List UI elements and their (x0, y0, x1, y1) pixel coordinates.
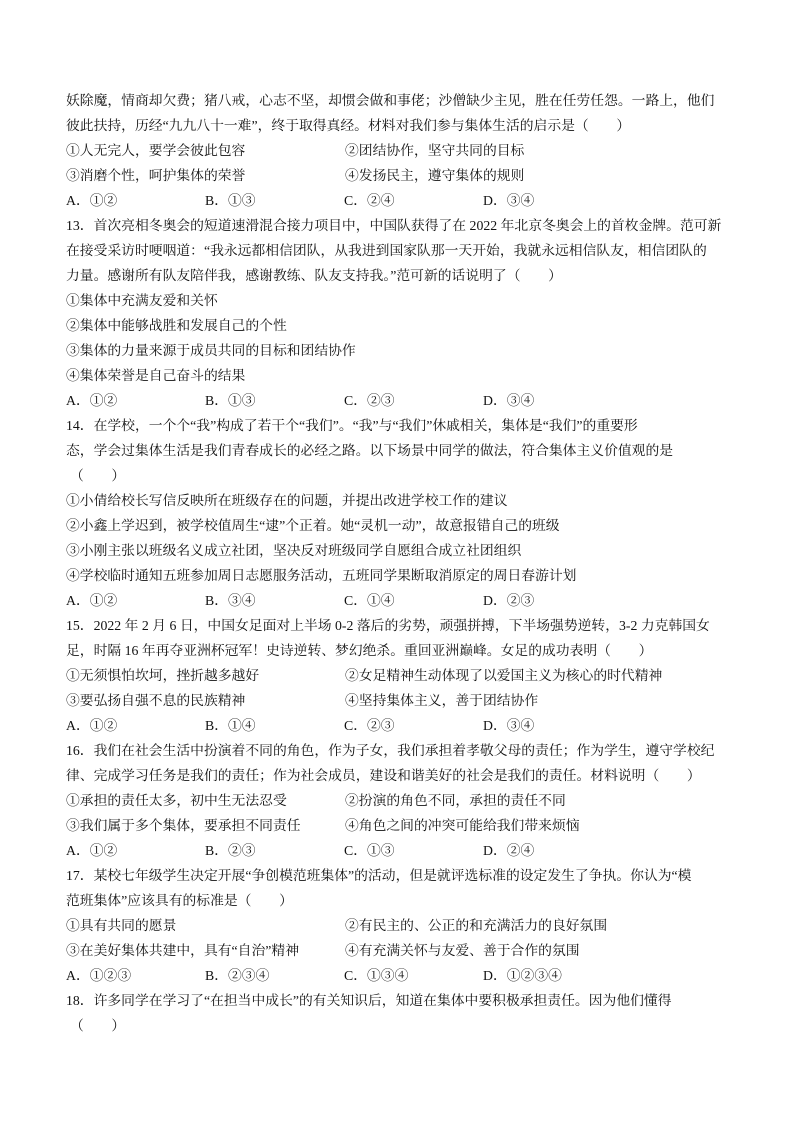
question-stem-line: 态，学会过集体生活是我们青春成长的必经之路。以下场景中同学的做法，符合集体主义价值观的是 (66, 443, 674, 458)
question-stem-line: 15．2022 年 2 月 6 日，中国女足面对上半场 0-2 落后的劣势，顽强拼搏，下半场强势逆转，3-2 力克韩国女 (66, 618, 710, 633)
page-content (66, 88, 736, 1038)
option-row (66, 138, 736, 163)
question-12-continued (66, 88, 736, 213)
option-row (66, 688, 736, 713)
option-item: ④有充满关怀与友爱、善于合作的氛围 (345, 943, 580, 958)
answer-blank: （ ） (70, 468, 126, 483)
answer-choice-b: B．①③ (205, 193, 256, 208)
answer-choice-a: A．①②③ (66, 968, 132, 983)
question-14 (66, 413, 736, 613)
question-stem-line: 在接受采访时哽咽道：“我永远都相信团队，从我进到国家队那一天开始，我就永远相信队友，相信团队的 (66, 243, 707, 258)
option-item: ④学校临时通知五班参加周日志愿服务活动，五班同学果断取消原定的周日春游计划 (66, 568, 577, 583)
option-item: ①无须惧怕坎坷，挫折越多越好 (66, 668, 260, 683)
option-item: ④角色之间的冲突可能给我们带来烦恼 (345, 818, 580, 833)
option-row (66, 163, 736, 188)
answer-choice-c: C．①④ (344, 593, 395, 608)
answer-choice-a: A．①② (66, 718, 118, 733)
option-item: ②女足精神生动体现了以爱国主义为核心的时代精神 (345, 668, 663, 683)
question-stem-line: 律、完成学习任务是我们的责任；作为社会成员，建设和谐美好的社会是我们的责任。材料说明（ ） (66, 768, 701, 783)
option-row (66, 663, 736, 688)
option-item: ②集体中能够战胜和发展自己的个性 (66, 318, 287, 333)
answer-choice-c: C．①③ (344, 843, 395, 858)
option-item: ①集体中充满友爱和关怀 (66, 293, 218, 308)
answer-choice-d: D．③④ (483, 393, 535, 408)
answer-choices (66, 388, 736, 413)
question-stem-line: 足，时隔 16 年再夺亚洲杯冠军！史诗逆转、梦幻绝杀。重回亚洲巅峰。女足的成功表明（ ） (66, 643, 653, 658)
answer-choice-a: A．①② (66, 193, 118, 208)
option-item: ④坚持集体主义，善于团结协作 (345, 693, 539, 708)
option-item: ③在美好集体共建中，具有“自治”精神 (66, 943, 299, 958)
question-stem-line: 彼此扶持，历经“九九八十一难”，终于取得真经。材料对我们参与集体生活的启示是（ ） (66, 118, 631, 133)
question-13 (66, 213, 736, 413)
answer-choice-c: C．①③④ (344, 968, 409, 983)
option-row (66, 913, 736, 938)
question-17 (66, 863, 736, 988)
answer-choices (66, 838, 736, 863)
option-item: ②有民主的、公正的和充满活力的良好氛围 (345, 918, 608, 933)
option-item: ③消磨个性，呵护集体的荣誉 (66, 168, 246, 183)
option-item: ①承担的责任太多，初中生无法忍受 (66, 793, 287, 808)
answer-choice-d: D．②③ (483, 593, 535, 608)
answer-choice-b: B．②③④ (205, 968, 270, 983)
option-item: ③小刚主张以班级名义成立社团，坚决反对班级同学自愿组合成立社团组织 (66, 543, 522, 558)
answer-choices (66, 188, 736, 213)
answer-blank: （ ） (70, 1018, 126, 1033)
answer-choice-b: B．①④ (205, 718, 256, 733)
answer-choices (66, 588, 736, 613)
answer-choice-d: D．③④ (483, 193, 535, 208)
question-stem-line: 14．在学校，一个个“我”构成了若干个“我们”。“我”与“我们”休戚相关，集体是“我们”的重要形 (66, 418, 638, 433)
question-stem-line: 力量。感谢所有队友陪伴我，感谢教练、队友支持我。”范可新的话说明了（ ） (66, 268, 562, 283)
question-stem-line: 17．某校七年级学生决定开展“争创模范班集体”的活动，但是就评选标准的设定发生了争执。你认为“模 (66, 868, 692, 883)
answer-choice-b: B．③④ (205, 593, 256, 608)
question-18 (66, 988, 736, 1038)
option-item: ②团结协作，坚守共同的目标 (345, 143, 525, 158)
option-item: ②小鑫上学迟到，被学校值周生“逮”个正着。她“灵机一动”，故意报错自己的班级 (66, 518, 560, 533)
question-15 (66, 613, 736, 738)
answer-choices (66, 963, 736, 988)
option-row (66, 813, 736, 838)
answer-choices (66, 713, 736, 738)
option-item: ①具有共同的愿景 (66, 918, 177, 933)
answer-choice-c: C．②③ (344, 718, 395, 733)
option-row (66, 788, 736, 813)
question-stem-line: 妖除魔，情商却欠费；猪八戒，心志不坚，却惯会做和事佬；沙僧缺少主见，胜在任劳任怨。一路上，他们 (66, 93, 715, 108)
question-16 (66, 738, 736, 863)
answer-choice-d: D．②④ (483, 843, 535, 858)
option-item: ④发扬民主，遵守集体的规则 (345, 168, 525, 183)
answer-choice-c: C．②④ (344, 193, 395, 208)
answer-choice-d: D．①②③④ (483, 968, 562, 983)
option-item: ①小倩给校长写信反映所在班级存在的问题，并提出改进学校工作的建议 (66, 493, 508, 508)
question-stem-line: 13．首次亮相冬奥会的短道速滑混合接力项目中，中国队获得了在 2022 年北京冬奥会上的首枚金牌。范可新 (66, 218, 722, 233)
option-item: ①人无完人，要学会彼此包容 (66, 143, 246, 158)
option-item: ③要弘扬自强不息的民族精神 (66, 693, 246, 708)
option-item: ④集体荣誉是自己奋斗的结果 (66, 368, 246, 383)
question-stem-line: 18．许多同学在学习了“在担当中成长”的有关知识后，知道在集体中要积极承担责任。因为他们懂得 (66, 993, 672, 1008)
option-row (66, 938, 736, 963)
option-item: ②扮演的角色不同，承担的责任不同 (345, 793, 566, 808)
answer-choice-b: B．②③ (205, 843, 256, 858)
question-stem-line: 范班集体”应该具有的标准是（ ） (66, 893, 293, 908)
option-item: ③集体的力量来源于成员共同的目标和团结协作 (66, 343, 356, 358)
answer-choice-c: C．②③ (344, 393, 395, 408)
answer-choice-b: B．①③ (205, 393, 256, 408)
answer-choice-a: A．①② (66, 393, 118, 408)
answer-choice-a: A．①② (66, 593, 118, 608)
answer-choice-a: A．①② (66, 843, 118, 858)
option-item: ③我们属于多个集体，要承担不同责任 (66, 818, 301, 833)
answer-choice-d: D．③④ (483, 718, 535, 733)
question-stem-line: 16．我们在社会生活中扮演着不同的角色，作为子女，我们承担着孝敬父母的责任；作为学生，遵守学校纪 (66, 743, 715, 758)
